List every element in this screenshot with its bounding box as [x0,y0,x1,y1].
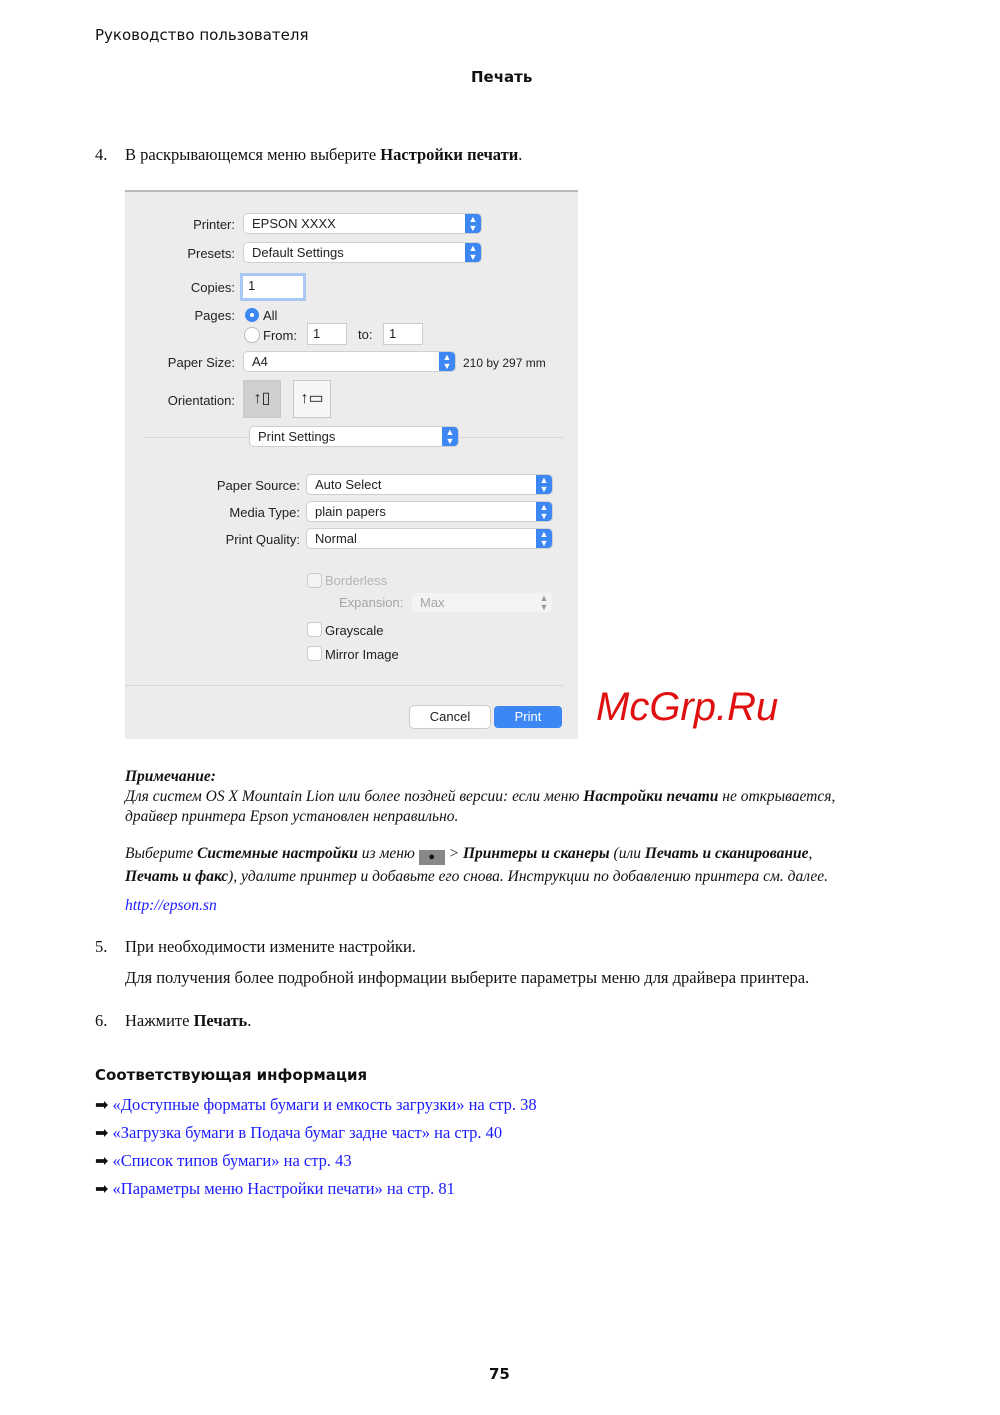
related-title: Соответствующая информация [95,1066,368,1084]
note-title: Примечание: [125,768,216,785]
step-5-subtext: Для получения более подробной информации выберите параметры меню для драйвера принтера. [125,968,810,987]
chevron-updown-icon: ▲ ▼ [465,243,481,262]
copies-label: Copies: [190,280,235,295]
media-type-popup[interactable]: plain papers ▲ ▼ [307,502,552,521]
printer-popup[interactable]: EPSON XXXX ▲ ▼ [244,214,481,233]
pages-from-label: From: [263,328,297,343]
related-link-item[interactable]: ➡ «Загрузка бумаги в Подача бумаг задне част» на стр. 40 [95,1123,503,1142]
step-4-number: 4. [95,145,108,164]
panel-popup[interactable]: Print Settings ▲ ▼ [250,427,458,446]
print-quality-label: Print Quality: [225,532,300,547]
copies-input[interactable]: 1 [243,276,303,298]
chevron-updown-icon: ▲ ▼ [536,475,552,494]
epson-link[interactable]: http://epson.sn [125,897,217,914]
portrait-orientation-button[interactable] [243,380,281,418]
presets-label: Presets: [187,246,235,261]
step-5-number: 5. [95,937,108,956]
section-title: Печать [471,68,533,86]
related-link-item[interactable]: ➡ «Доступные форматы бумаги и емкость загрузки» на стр. 38 [95,1095,537,1114]
expansion-popup[interactable]: Max ▲ ▼ [412,593,552,612]
landscape-orientation-button[interactable] [293,380,331,418]
print-button[interactable]: Print [494,706,562,728]
related-link-item[interactable]: ➡ «Параметры меню Настройки печати» на стр. 81 [95,1179,455,1198]
chevron-updown-icon: ▲ ▼ [465,214,481,233]
note-line-2: драйвер принтера Epson установлен неправильно. [125,808,459,825]
chevron-updown-icon: ▲ ▼ [439,352,455,371]
print-quality-popup[interactable]: Normal ▲ ▼ [307,529,552,548]
step-6-number: 6. [95,1011,108,1030]
note-line-4: Печать и факс), удалите принтер и добавьте его снова. Инструкции по добавлению принтера см. далее. [125,868,828,885]
arrow-right-icon: ➡ [95,1125,109,1142]
media-type-label: Media Type: [229,505,300,520]
watermark: McGrp.Ru [596,685,779,729]
paper-size-label: Paper Size: [167,355,235,370]
page-number: 75 [489,1365,510,1383]
presets-popup[interactable]: Default Settings ▲ ▼ [244,243,481,262]
divider [125,685,563,686]
pages-all-radio[interactable] [245,308,259,322]
grayscale-checkbox[interactable] [308,623,321,636]
paper-source-popup[interactable]: Auto Select ▲ ▼ [307,475,552,494]
printer-label: Printer: [193,217,235,232]
note-line-1: Для систем OS X Mountain Lion или более поздней версии: если меню Настройки печати не открывается, [125,788,836,805]
orientation-label: Orientation: [167,393,235,408]
chevron-updown-icon: ▲ ▼ [539,593,549,612]
borderless-checkbox[interactable] [308,574,321,587]
step-4-text: В раскрывающемся меню выберите Настройки печати. [125,145,523,164]
grayscale-label: Grayscale [325,623,384,638]
mirror-image-label: Mirror Image [325,647,399,662]
doc-title: Руководство пользователя [95,26,309,44]
note-line-3: Выберите Системные настройки из меню ● > Принтеры и сканеры (или Печать и сканирование, [125,845,813,863]
landscape-icon: ↑▭ [300,390,324,407]
portrait-icon: ↑▯ [253,390,271,407]
from-input[interactable]: 1 [308,324,346,344]
chevron-updown-icon: ▲ ▼ [536,502,552,521]
paper-size-popup[interactable]: A4 ▲ ▼ [244,352,455,371]
to-input[interactable]: 1 [384,324,422,344]
chevron-updown-icon: ▲ ▼ [442,427,458,446]
pages-all-label: All [263,308,278,323]
to-label: to: [358,327,373,342]
apple-menu-icon: ● [419,850,445,865]
related-link-item[interactable]: ➡ «Список типов бумаги» на стр. 43 [95,1151,352,1170]
chevron-updown-icon: ▲ ▼ [536,529,552,548]
paper-size-dims: 210 by 297 mm [463,356,546,370]
borderless-label: Borderless [325,573,388,588]
arrow-right-icon: ➡ [95,1097,109,1114]
arrow-right-icon: ➡ [95,1153,109,1170]
step-6-text: Нажмите Печать. [125,1011,252,1030]
pages-label: Pages: [194,308,235,323]
expansion-label: Expansion: [339,595,404,610]
paper-source-label: Paper Source: [216,478,300,493]
mirror-image-checkbox[interactable] [308,647,321,660]
arrow-right-icon: ➡ [95,1181,109,1198]
step-5-text: При необходимости измените настройки. [125,937,416,956]
cancel-button[interactable]: Cancel [410,706,490,728]
pages-from-radio[interactable] [245,328,259,342]
print-dialog [125,190,578,739]
